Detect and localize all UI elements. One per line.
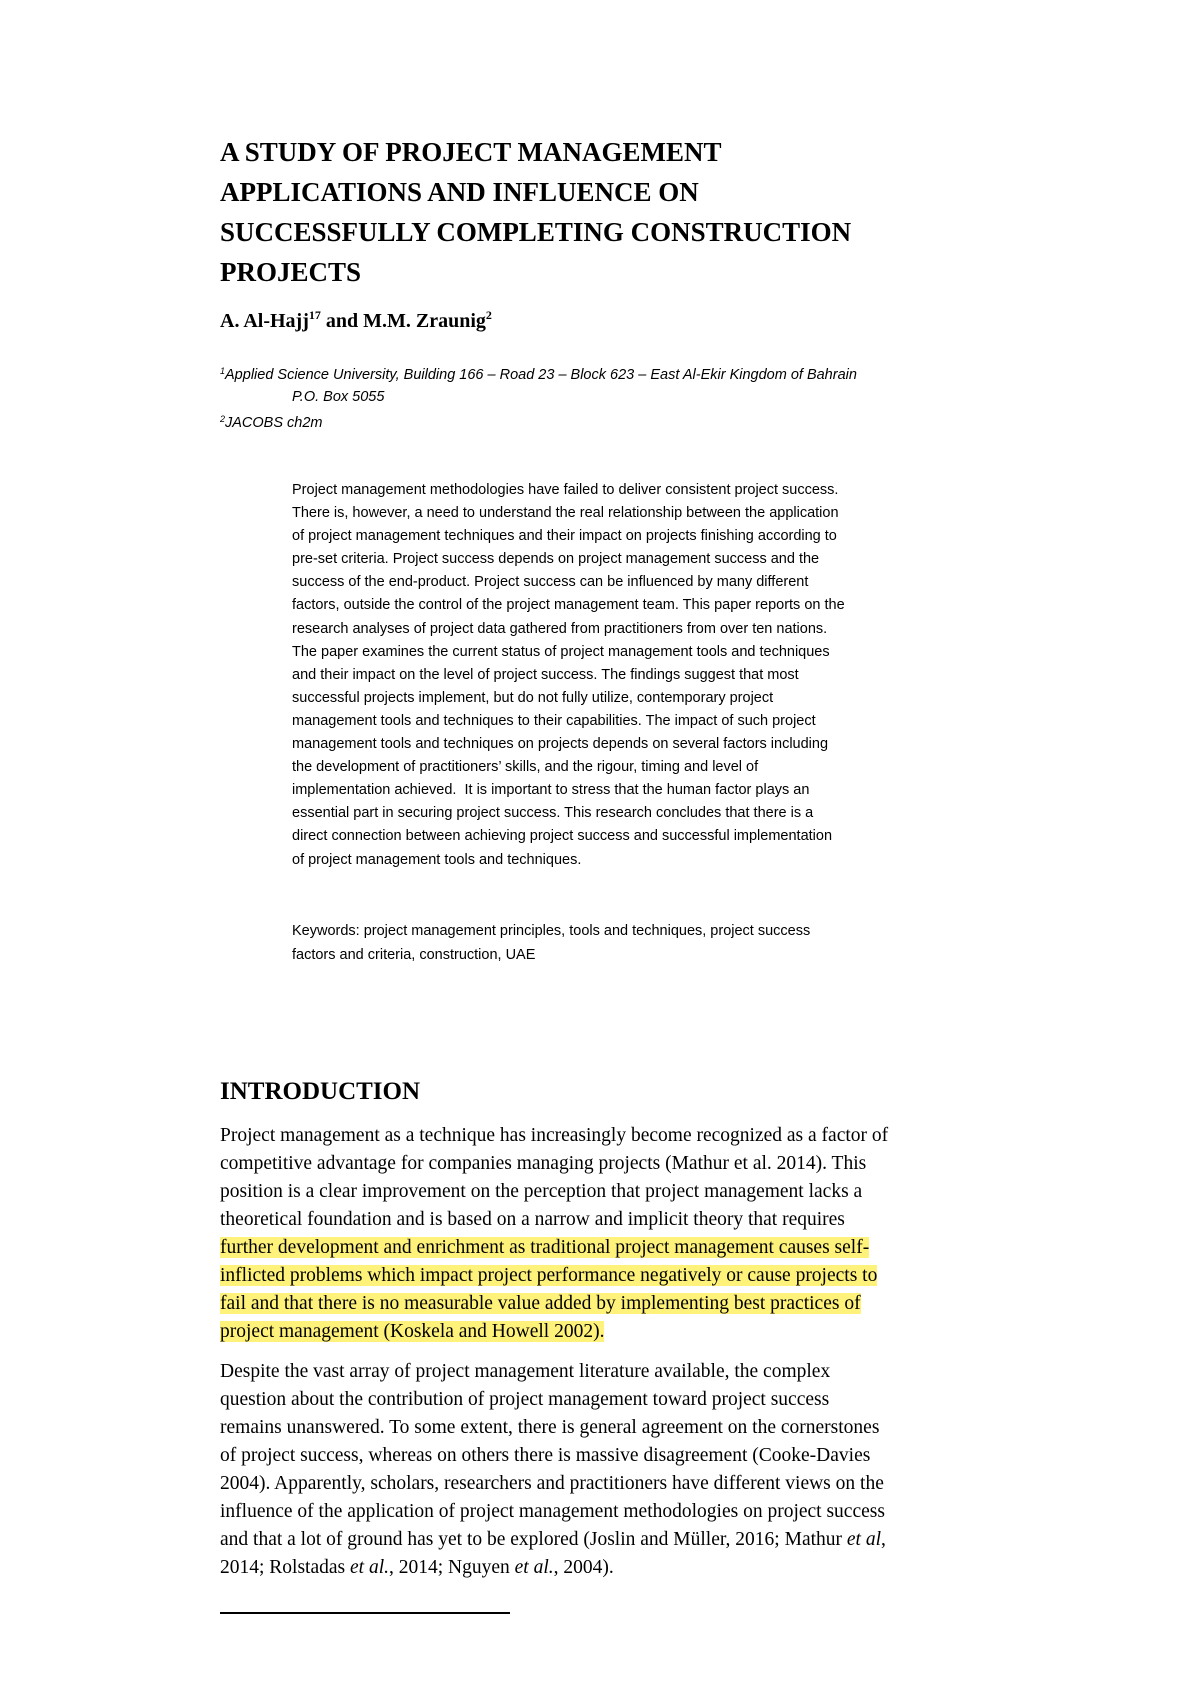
highlighted-line [220, 1234, 1070, 1262]
italic-segment: et al [846, 1529, 882, 1550]
highlight-mark: inflicted problems which impact project performance negatively or cause projects to [220, 1265, 878, 1286]
affiliation-1-address: P.O. Box 5055 [292, 389, 385, 405]
affiliation-text: Applied Science University, Building 166 – Road 23 – Block 623 – East Al-Ekir Kingdom of Bahrain [225, 367, 857, 383]
affiliation-text: JACOBS ch2m [225, 415, 323, 431]
abstract-line: management tools and techniques to their capabilities. The impact of such project [292, 712, 816, 729]
text-segment: 2014; Rolstadas [220, 1557, 350, 1578]
title-line: A STUDY OF PROJECT MANAGEMENT [220, 137, 722, 167]
text-segment: , [881, 1529, 886, 1550]
abstract-line: of project management techniques and their impact on projects finishing according to [292, 528, 837, 545]
abstract-line: and their impact on the level of project success. The findings suggest that most [292, 666, 799, 683]
author-name: A. Al-Hajj [220, 310, 309, 332]
intro-paragraph-1 [220, 1122, 1070, 1346]
italic-segment: et al. [350, 1557, 389, 1578]
text-segment: and that a lot of ground has yet to be explored (Joslin and Müller, 2016; Mathur [220, 1529, 847, 1550]
paragraph-line: remains unanswered. To some extent, there is general agreement on the cornerstones [220, 1417, 880, 1438]
section-heading: INTRODUCTION [220, 1078, 421, 1105]
abstract-line: essential part in securing project success. This research concludes that there is a [292, 805, 814, 822]
italic-segment: et al. [514, 1557, 554, 1578]
affiliation-1 [220, 360, 1070, 386]
footnote-separator [220, 1612, 510, 1614]
abstract-line: management tools and techniques on projects depends on several factors including [292, 736, 829, 753]
paragraph-line: of project success, whereas on others there is massive disagreement (Cooke-Davies [220, 1445, 871, 1466]
paragraph-line: Despite the vast array of project management literature available, the complex [220, 1361, 831, 1382]
abstract-line: the development of practitioners’ skills, and the rigour, timing and level of [292, 759, 759, 776]
keywords-line: factors and criteria, construction, UAE [292, 946, 536, 963]
paper-title [220, 132, 1040, 292]
abstract-line: of project management tools and techniques. [292, 851, 582, 868]
paragraph-line [220, 1554, 1070, 1582]
intro-paragraph-2 [220, 1358, 1070, 1582]
abstract-line: implementation achieved. It is important to stress that the human factor plays an [292, 782, 810, 799]
abstract-line: pre-set criteria. Project success depends on project management success and the [292, 551, 820, 568]
paragraph-line: position is a clear improvement on the perception that project management lacks a [220, 1181, 863, 1202]
abstract-line: Project management methodologies have failed to deliver consistent project success. [292, 482, 839, 498]
affiliation-marker: 1 [220, 366, 226, 376]
author-affiliation-marker: 2 [485, 308, 492, 322]
highlight-mark: fail and that there is no measurable value added by implementing best practices of [220, 1293, 861, 1314]
author-affiliation-marker: 17 [308, 308, 321, 322]
paragraph-line: influence of the application of project management methodologies on project success [220, 1501, 885, 1522]
keywords-line: Keywords: project management principles, tools and techniques, project success [292, 923, 811, 939]
abstract-line: There is, however, a need to understand the real relationship between the application [292, 505, 839, 522]
title-line: APPLICATIONS AND INFLUENCE ON [220, 177, 699, 207]
abstract-line: factors, outside the control of the project management team. This paper reports on the [292, 597, 845, 614]
abstract-line: successful projects implement, but do not fully utilize, contemporary project [292, 689, 774, 706]
title-line: PROJECTS [220, 257, 362, 287]
author-list [220, 308, 492, 333]
highlighted-line [220, 1290, 1070, 1318]
keywords [292, 920, 1012, 967]
abstract-line: The paper examines the current status of project management tools and techniques [292, 643, 830, 660]
highlight-mark: further development and enrichment as traditional project management causes self- [220, 1237, 870, 1258]
paragraph-line: 2004). Apparently, scholars, researchers and practitioners have different views on the [220, 1473, 884, 1494]
paragraph-line: question about the contribution of project management toward project success [220, 1389, 830, 1410]
text-segment: , 2004). [553, 1557, 614, 1578]
text-segment: , 2014; Nguyen [389, 1557, 515, 1578]
author-name: M.M. Zraunig [363, 310, 486, 332]
highlighted-line [220, 1318, 1070, 1346]
author-joiner: and [320, 310, 364, 332]
paragraph-line: competitive advantage for companies managing projects (Mathur et al. 2014). This [220, 1153, 867, 1174]
affiliations [220, 360, 1070, 434]
abstract-line: success of the end-product. Project success can be influenced by many different [292, 574, 809, 591]
highlighted-line [220, 1262, 1070, 1290]
paragraph-line: Project management as a technique has increasingly become recognized as a factor of [220, 1125, 889, 1146]
highlight-mark: project management (Koskela and Howell 2002). [220, 1321, 605, 1342]
title-line: SUCCESSFULLY COMPLETING CONSTRUCTION [220, 217, 852, 247]
affiliation-marker: 2 [220, 414, 226, 424]
abstract [292, 479, 1012, 872]
paragraph-line: theoretical foundation and is based on a narrow and implicit theory that requires [220, 1209, 845, 1230]
abstract-line: research analyses of project data gathered from practitioners from over ten nations. [292, 620, 828, 637]
paragraph-line [220, 1526, 1070, 1554]
affiliation-2 [220, 408, 1070, 434]
abstract-line: direct connection between achieving project success and successful implementation [292, 828, 833, 845]
